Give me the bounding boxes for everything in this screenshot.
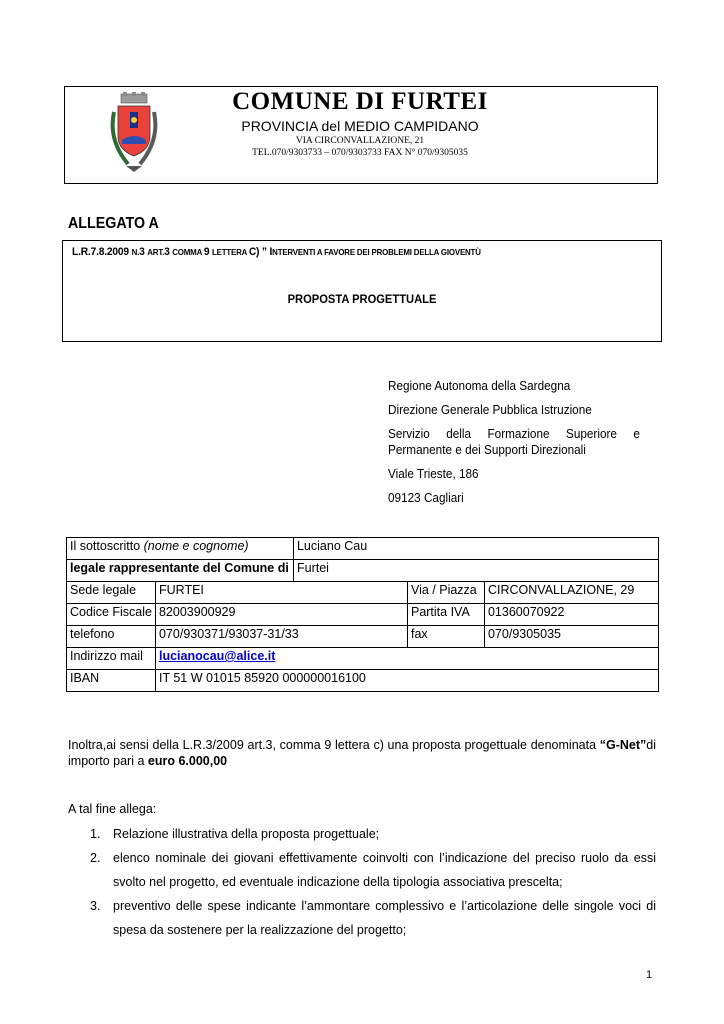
recipient-line: Servizio della Formazione Superiore e Permanente e dei Supporti Direzionali bbox=[388, 427, 640, 457]
law-text: 3 bbox=[164, 246, 173, 258]
piva-value[interactable]: 01360070922 bbox=[484, 604, 658, 626]
fax-label: fax bbox=[407, 626, 484, 648]
piva-label: Partita IVA bbox=[407, 604, 484, 626]
attachments-intro: A tal fine allega: bbox=[68, 802, 157, 816]
attachment-title: ALLEGATO A bbox=[68, 215, 159, 232]
table-row bbox=[67, 670, 659, 692]
via-value[interactable]: CIRCONVALLAZIONE, 29 bbox=[484, 582, 658, 604]
signer-value[interactable]: Luciano Cau bbox=[293, 538, 658, 560]
town-address: VIA CIRCONVALLAZIONE, 21 bbox=[295, 136, 425, 146]
law-text: NTERVENTI A FAVORE DEI PROBLEMI DELLA GIOVENTÙ bbox=[272, 247, 481, 257]
page-number: 1 bbox=[646, 969, 653, 981]
municipal-crest-image bbox=[104, 92, 164, 178]
recipient-line: Regione Autonoma della Sardegna bbox=[388, 379, 571, 393]
law-reference bbox=[72, 246, 481, 258]
town-phone-fax: TEL.070/9303733 – 070/9303733 FAX N° 070/9305035 bbox=[252, 148, 468, 158]
table-row bbox=[67, 582, 659, 604]
law-text: LETTERA bbox=[211, 247, 249, 257]
table-row bbox=[67, 538, 659, 560]
list-number: 1. bbox=[90, 827, 101, 841]
table-row bbox=[67, 648, 659, 670]
recipient-line: Direzione Generale Pubblica Istruzione bbox=[388, 403, 592, 417]
attachments-list bbox=[68, 822, 656, 942]
province-name: PROVINCIA del MEDIO CAMPIDANO bbox=[241, 118, 479, 134]
tel-label: telefono bbox=[67, 626, 156, 648]
mail-label: Indirizzo mail bbox=[67, 648, 156, 670]
mail-cell bbox=[155, 648, 658, 670]
list-text: elenco nominale dei giovani effettivamente coinvolti con l’indicazione del preciso ruolo da essi svolto nel progetto, ed eventuale indicazione della tipologia associativa prescelta; bbox=[113, 851, 656, 889]
para-text: di importo pari a bbox=[68, 738, 656, 768]
town-name: COMUNE DI FURTEI bbox=[232, 88, 488, 115]
list-number: 2. bbox=[90, 851, 101, 865]
list-item bbox=[68, 894, 656, 942]
project-amount: euro 6.000,00 bbox=[147, 754, 228, 768]
sede-label: Sede legale bbox=[67, 582, 156, 604]
cf-label: Codice Fiscale bbox=[67, 604, 156, 626]
fax-value[interactable]: 070/9305035 bbox=[484, 626, 658, 648]
project-name: “G-Net” bbox=[599, 738, 647, 752]
via-label: Via / Piazza bbox=[407, 582, 484, 604]
applicant-table bbox=[66, 537, 659, 692]
signer-label: Il sottoscritto bbox=[70, 539, 144, 553]
table-cell-label bbox=[67, 538, 294, 560]
sede-value[interactable]: FURTEI bbox=[155, 582, 407, 604]
signer-hint: (nome e cognome) bbox=[143, 539, 249, 553]
table-row bbox=[67, 560, 659, 582]
rep-value[interactable]: Furtei bbox=[293, 560, 658, 582]
law-text: COMMA bbox=[172, 247, 204, 257]
para-text: Inoltra,ai sensi della L.R.3/2009 art.3, comma 9 lettera c) una proposta progettuale denominata bbox=[68, 738, 600, 752]
law-text: 9 bbox=[203, 246, 212, 258]
recipient-line: Viale Trieste, 186 bbox=[388, 467, 479, 481]
rep-label: legale rappresentante del Comune di bbox=[67, 560, 294, 582]
table-row bbox=[67, 604, 659, 626]
request-paragraph bbox=[68, 737, 656, 769]
list-item bbox=[68, 822, 656, 846]
list-item bbox=[68, 846, 656, 894]
law-text: 3 bbox=[139, 246, 148, 258]
law-text: N. bbox=[131, 247, 140, 257]
iban-value[interactable]: IT 51 W 01015 85920 000000016100 bbox=[155, 670, 658, 692]
recipient-line: 09123 Cagliari bbox=[388, 491, 464, 505]
proposal-heading: PROPOSTA PROGETTUALE bbox=[287, 292, 437, 306]
law-text: C) ” I bbox=[248, 246, 273, 258]
email-link[interactable]: lucianocau@alice.it bbox=[158, 649, 276, 663]
law-text: L.R.7.8.2009 bbox=[72, 246, 132, 258]
list-text: Relazione illustrativa della proposta progettuale; bbox=[113, 827, 380, 841]
cf-value[interactable]: 82003900929 bbox=[155, 604, 407, 626]
list-text: preventivo delle spese indicante l’ammontare complessivo e l’articolazione delle singole voci di spesa da sostenere per la realizzazione del progetto; bbox=[113, 899, 656, 937]
table-row bbox=[67, 626, 659, 648]
list-number: 3. bbox=[90, 899, 101, 913]
law-text: ART. bbox=[147, 247, 165, 257]
iban-label: IBAN bbox=[67, 670, 156, 692]
tel-value[interactable]: 070/930371/93037-31/33 bbox=[155, 626, 407, 648]
